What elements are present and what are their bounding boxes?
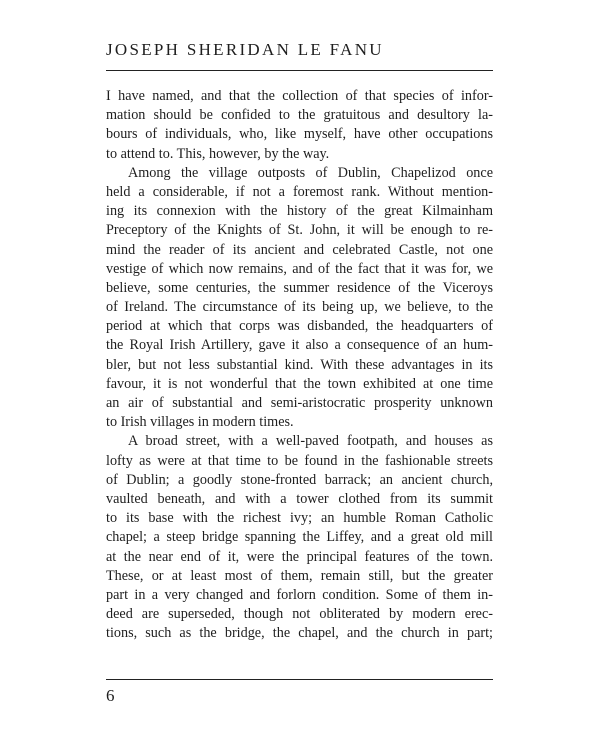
text-line: an air of substantial and semi-aristocratic prosperity unknown (106, 395, 493, 411)
text-line: Among the village outposts of Dublin, Chapelizod once (128, 164, 493, 181)
text-line: vestige of which now remains, and of the fact that it was for, we (106, 260, 493, 277)
running-head: JOSEPH SHERIDAN LE FANU (106, 40, 384, 59)
text-line: vaulted beneath, and with a tower clothed from its summit (106, 490, 493, 507)
text-line: bler, but not less substantial kind. With these advantages in its (106, 356, 493, 373)
text-line: the Royal Irish Artillery, gave it also a consequence of an hum- (106, 337, 493, 354)
text-line: A broad street, with a well-paved footpath, and houses as (128, 433, 493, 450)
text-line: ing its connexion with the history of the great Kilmainham (106, 203, 493, 220)
text-line: deed are superseded, though not obliterated by modern erec- (106, 606, 493, 623)
text-line: part in a very changed and forlorn condition. Some of them in- (106, 586, 493, 603)
body-text (106, 87, 493, 643)
text-line: These, or at least most of them, remain still, but the greater (106, 567, 493, 584)
text-line: to attend to. This, however, by the way. (106, 145, 330, 162)
text-line: believe, some centuries, the summer residence of the Viceroys (106, 279, 493, 296)
text-line: favour, it is not wonderful that the town exhibited at one time (106, 375, 493, 392)
text-line: chapel; a steep bridge spanning the Liffey, and a great old mill (106, 529, 493, 546)
header-rule (106, 70, 493, 71)
page-number: 6 (106, 686, 115, 705)
text-line: of Dublin; a goodly stone-fronted barrack; an ancient church, (106, 471, 493, 488)
text-line: to its base with the richest ivy; an humble Roman Catholic (106, 510, 493, 527)
text-line: Preceptory of the Knights of St. John, it will be enough to re- (106, 222, 493, 239)
text-line: I have named, and that the collection of that species of infor- (106, 88, 493, 104)
text-line: held a considerable, if not a foremost rank. Without mention- (106, 183, 493, 200)
text-line: of Ireland. The circumstance of its being up, we believe, to the (106, 299, 493, 316)
footer-rule (106, 679, 493, 680)
text-line: tions, such as the bridge, the chapel, and the church in part; (106, 625, 493, 642)
text-line: mation should be confided to the gratuitous and desultory la- (106, 107, 493, 124)
text-line: to Irish villages in modern times. (106, 414, 294, 431)
text-line: period at which that corps was disbanded, the headquarters of (106, 318, 493, 335)
text-line: at the near end of it, were the principal features of the town. (106, 548, 493, 565)
text-line: mind the reader of its ancient and celebrated Castle, not one (106, 241, 493, 258)
text-line: lofty as were at that time to be found in the fashionable streets (106, 452, 493, 469)
text-line: bours of individuals, who, like myself, have other occupations (106, 126, 493, 143)
